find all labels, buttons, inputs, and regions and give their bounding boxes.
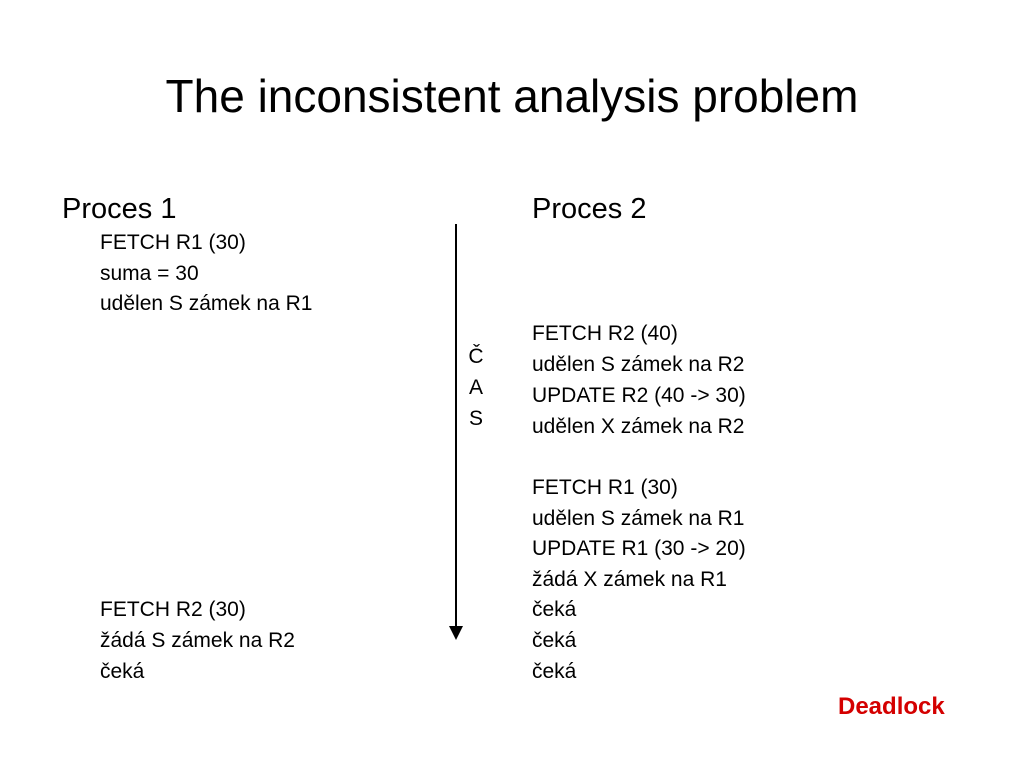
slide-title: The inconsistent analysis problem	[165, 70, 859, 122]
process-2-line: FETCH R1 (30)	[532, 476, 678, 499]
process-2-line: žádá X zámek na R1	[532, 568, 727, 591]
process-1-line: udělen S zámek na R1	[100, 292, 313, 315]
process-2-line: FETCH R2 (40)	[532, 322, 678, 345]
deadlock-label: Deadlock	[838, 693, 945, 720]
timeline-arrow-shaft	[455, 224, 457, 628]
timeline-arrow-head	[449, 626, 463, 640]
process-1-line: žádá S zámek na R2	[100, 629, 295, 652]
process-1-line: FETCH R2 (30)	[100, 598, 246, 621]
process-2-heading: Proces 2	[532, 193, 647, 225]
process-1-heading: Proces 1	[62, 193, 177, 225]
timeline-label-letter: S	[468, 407, 483, 430]
process-2-line: UPDATE R1 (30 -> 20)	[532, 537, 746, 560]
process-2-line: čeká	[532, 660, 577, 683]
process-1-line: suma = 30	[100, 262, 199, 285]
timeline-label-letter: A	[468, 376, 483, 399]
timeline-label-letter: Č	[468, 345, 484, 368]
process-2-line: udělen S zámek na R1	[532, 507, 745, 530]
process-1-line: FETCH R1 (30)	[100, 231, 246, 254]
process-2-line: čeká	[532, 598, 577, 621]
process-1-line: čeká	[100, 660, 145, 683]
process-2-line: udělen S zámek na R2	[532, 353, 745, 376]
process-2-line: čeká	[532, 629, 577, 652]
process-2-line: UPDATE R2 (40 -> 30)	[532, 384, 746, 407]
process-2-line: udělen X zámek na R2	[532, 415, 745, 438]
